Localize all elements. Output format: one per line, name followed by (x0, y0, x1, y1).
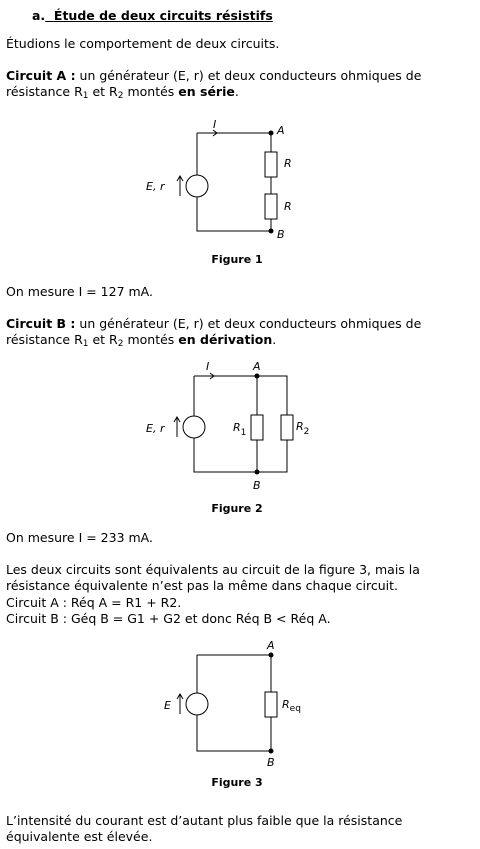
fig2-source-label: E, r (146, 422, 165, 435)
intro-text: Étudions le comportement de deux circuits. (6, 36, 280, 51)
fig1-source-label: E, r (146, 180, 165, 193)
circuit-a-line2-mid: et R (88, 84, 118, 99)
circuit-b-line2-pre: résistance R (6, 332, 83, 347)
sub-2: 2 (117, 91, 124, 101)
fig3-node-a: A (267, 639, 275, 652)
circuit-a-line2-post: montés (123, 84, 179, 99)
fig3-source-label: E (164, 699, 171, 712)
circuit-b-name: Circuit B : (6, 316, 76, 331)
fig3-req-label: $R_{eq}$ (282, 698, 301, 714)
fig2-r2-label: $R_2$ (296, 420, 310, 437)
fig2-node-a: A (253, 360, 261, 373)
circuit-a-line2-pre: résistance R (6, 84, 83, 99)
fig2-current-label: I (206, 360, 210, 373)
circuit-a-measure: On mesure I = 127 mA. (6, 284, 153, 299)
sub-1: 1 (82, 91, 89, 101)
fig1-resistor-top-label: R (284, 157, 292, 170)
circuit-b-desc: un générateur (E, r) et deux conducteurs ohmiques de (75, 316, 422, 331)
equivalence-line3: Circuit A : Réq A = R1 + R2. (6, 595, 182, 610)
figure-3-caption: Figure 3 (211, 776, 263, 789)
circuit-b-measure: On mesure I = 233 mA. (6, 530, 153, 545)
equivalence-line2: résistance équivalente n’est pas la même dans chaque circuit. (6, 578, 398, 593)
sub-2b: 2 (117, 339, 124, 349)
fig3-node-b: B (267, 756, 275, 769)
section-number: a. (32, 8, 46, 23)
fig1-node-b: B (277, 228, 285, 241)
fig2-r1-label: $R_1$ (233, 421, 247, 438)
sub-1b: 1 (82, 339, 89, 349)
equivalence-line1: Les deux circuits sont équivalents au circuit de la figure 3, mais la (6, 562, 420, 577)
figure-1-caption: Figure 1 (211, 253, 263, 266)
circuit-b-line2-mid: et R (88, 332, 118, 347)
circuit-b-mode: en dérivation (178, 332, 273, 347)
equivalence-line4: Circuit B : Géq B = G1 + G2 et donc Réq B < Réq A. (6, 611, 331, 626)
fig1-current-label: I (213, 118, 217, 131)
conclusion-line1: L’intensité du courant est d’autant plus faible que la résistance (6, 813, 403, 828)
circuit-b-line2: résistance $R_1$ et $R_2$ montés en dérivation. (6, 332, 277, 349)
section-title-text: Étude de deux circuits résistifs (53, 8, 273, 23)
circuit-a-name: Circuit A : (6, 68, 76, 83)
circuit-a-line2: résistance $R_1$ et $R_2$ montés en série. (6, 84, 239, 101)
conclusion-line2: équivalente est élevée. (6, 829, 153, 844)
circuit-a-mode: en série (178, 84, 235, 99)
circuit-b-line2-post: montés (123, 332, 179, 347)
figure-2-caption: Figure 2 (211, 502, 263, 515)
fig2-node-b: B (253, 479, 261, 492)
circuit-a-desc: un générateur (E, r) et deux conducteurs ohmiques de (75, 68, 422, 83)
fig1-resistor-bottom-label: R (284, 200, 292, 213)
fig1-node-a: A (277, 124, 285, 137)
